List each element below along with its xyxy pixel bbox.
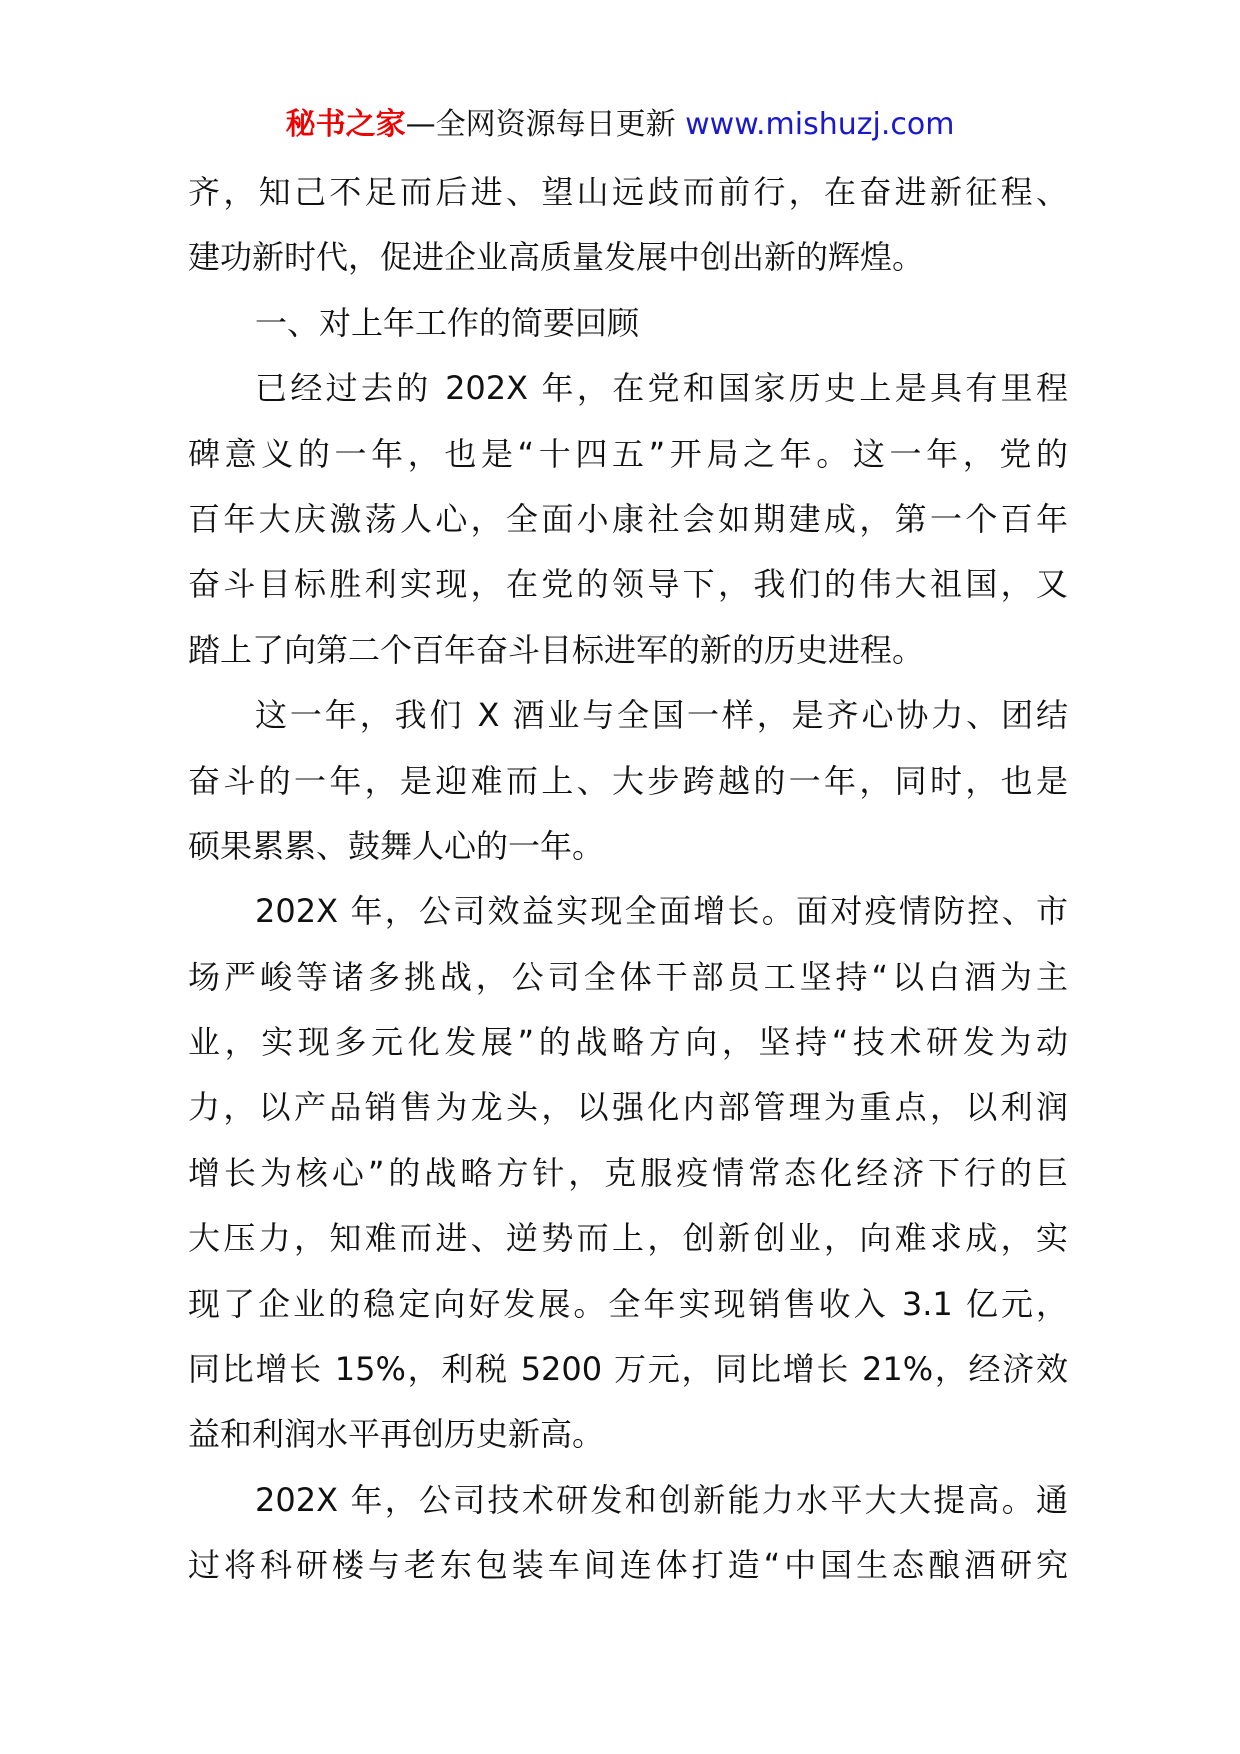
text-line: 建功新时代，促进企业高质量发展中创出新的辉煌。	[188, 238, 925, 277]
text-line: 业，实现多元化发展”的战略方向，坚持“技术研发为动	[188, 1023, 1068, 1062]
text-line: 力，以产品销售为龙头，以强化内部管理为重点，以利润	[188, 1088, 1068, 1127]
website-link[interactable]: www.mishuzj.com	[685, 107, 955, 142]
page-header	[0, 104, 1240, 146]
text-line: 硕果累累、鼓舞人心的一年。	[188, 826, 605, 865]
text-line: 齐，知己不足而后进、望山远歧而前行，在奋进新征程、	[188, 173, 1068, 211]
text-line: 增长为核心”的战略方针，克服疫情常态化经济下行的巨	[188, 1153, 1068, 1192]
text-line: 益和利润水平再创历史新高。	[188, 1415, 605, 1454]
header-slogan: —全网资源每日更新	[405, 107, 676, 142]
text-line: 百年大庆激荡人心，全面小康社会如期建成，第一个百年	[188, 499, 1068, 538]
text-line: 奋斗的一年，是迎难而上、大步跨越的一年，同时，也是	[188, 761, 1068, 800]
text-line: 已经过去的 202X 年，在党和国家历史上是具有里程	[255, 369, 1068, 408]
text-line: 奋斗目标胜利实现，在党的领导下，我们的伟大祖国，又	[188, 565, 1068, 604]
text-line: 现了企业的稳定向好发展。全年实现销售收入 3.1 亿元，	[188, 1284, 1068, 1323]
text-line: 踏上了向第二个百年奋斗目标进军的新的历史进程。	[188, 630, 925, 669]
document-body	[188, 160, 1068, 1599]
brand-name: 秘书之家	[285, 107, 406, 142]
text-line: 202X 年，公司效益实现全面增长。面对疫情防控、市	[255, 892, 1068, 931]
text-line: 202X 年，公司技术研发和创新能力水平大大提高。通	[255, 1480, 1068, 1519]
text-line: 大压力，知难而进、逆势而上，创新创业，向难求成，实	[188, 1219, 1068, 1258]
text-line: 这一年，我们 X 酒业与全国一样，是齐心协力、团结	[255, 696, 1068, 735]
text-line: 场严峻等诸多挑战，公司全体干部员工坚持“以白酒为主	[188, 957, 1068, 996]
text-line: 一、对上年工作的简要回顾	[255, 303, 640, 342]
text-line: 过将科研楼与老东包装车间连体打造“中国生态酿酒研究	[188, 1546, 1068, 1585]
text-line: 碑意义的一年，也是“十四五”开局之年。这一年，党的	[188, 434, 1068, 473]
text-line: 同比增长 15%，利税 5200 万元，同比增长 21%，经济效	[188, 1350, 1068, 1389]
